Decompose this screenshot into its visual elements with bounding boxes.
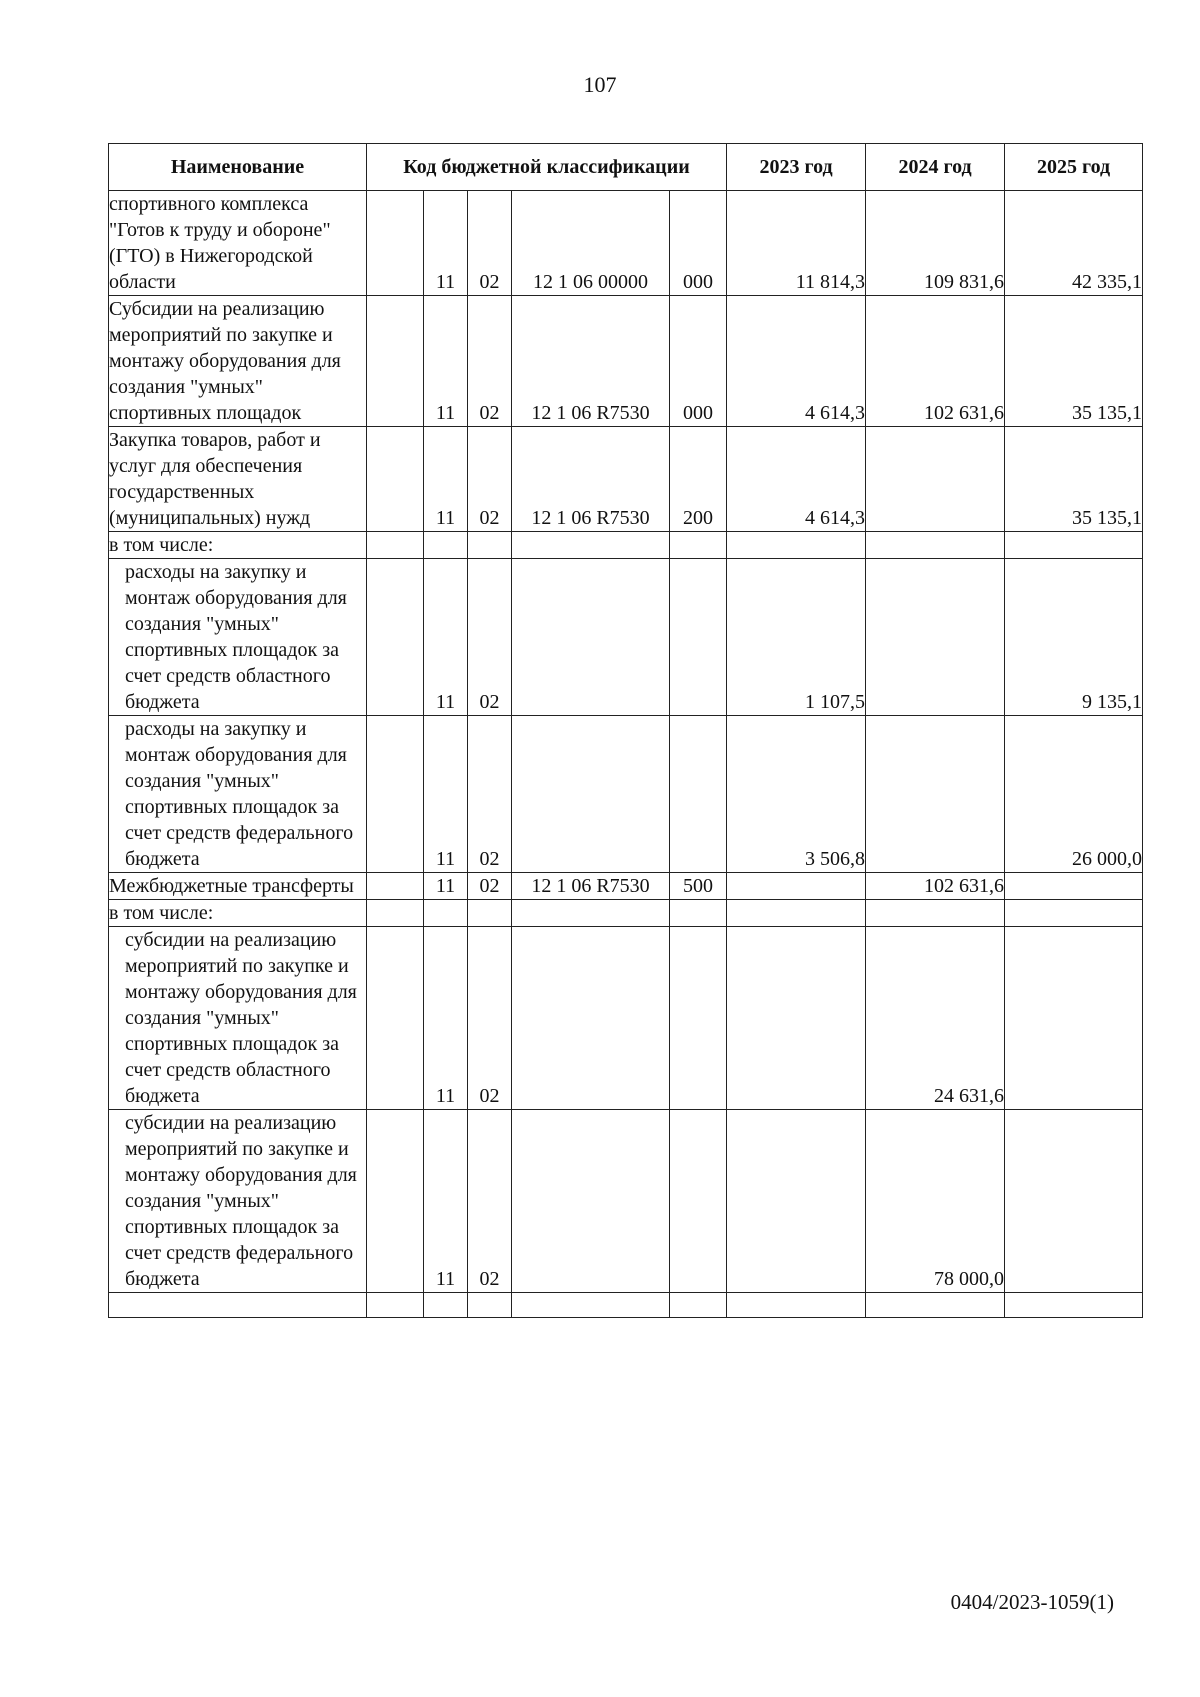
row-2024: 102 631,6: [866, 296, 1005, 427]
table-row: [109, 716, 1143, 873]
row-csr: 12 1 06 R7530: [512, 427, 670, 532]
row-2023: [727, 532, 866, 559]
table-row: [109, 873, 1143, 900]
row-name: [109, 559, 367, 716]
row-empty: [367, 532, 424, 559]
row-2025: 9 135,1: [1005, 559, 1143, 716]
row-name-text: расходы на закупку и монтаж оборудования для создания "умных" спортивных площадок за счет средств федерального бюджета: [125, 718, 354, 870]
row-name-text: расходы на закупку и монтаж оборудования для создания "умных" спортивных площадок за счет средств областного бюджета: [125, 561, 347, 713]
header-code: Код бюджетной классификации: [367, 144, 727, 191]
row-2024: 109 831,6: [866, 191, 1005, 296]
row-vr: [670, 716, 727, 873]
row-empty: [367, 296, 424, 427]
row-empty: [367, 427, 424, 532]
row-name: Субсидии на реализацию мероприятий по закупке и монтажу оборудования для создания "умных" спортивных площадок: [109, 296, 367, 427]
empty-cell: [1005, 1293, 1143, 1318]
row-2023: [727, 927, 866, 1110]
row-empty: [367, 1110, 424, 1293]
row-pr: 02: [468, 927, 512, 1110]
row-vr: 500: [670, 873, 727, 900]
row-2024: [866, 427, 1005, 532]
row-pr: 02: [468, 427, 512, 532]
table-row: [109, 900, 1143, 927]
row-2024: 24 631,6: [866, 927, 1005, 1110]
table-row: [109, 1110, 1143, 1293]
document-code: 0404/2023-1059(1): [950, 1590, 1114, 1614]
row-csr: 12 1 06 R7530: [512, 873, 670, 900]
row-2023: 11 814,3: [727, 191, 866, 296]
row-2025: 35 135,1: [1005, 427, 1143, 532]
row-csr: 12 1 06 00000: [512, 191, 670, 296]
header-2025: 2025 год: [1005, 144, 1143, 191]
row-2023: [727, 873, 866, 900]
row-pr: 02: [468, 716, 512, 873]
row-2025: 42 335,1: [1005, 191, 1143, 296]
table-row: [109, 927, 1143, 1110]
row-name: Закупка товаров, работ и услуг для обеспечения государственных (муниципальных) нужд: [109, 427, 367, 532]
budget-table: [108, 143, 1143, 1318]
row-2023: [727, 900, 866, 927]
table-row-empty: [109, 1293, 1143, 1318]
row-csr: [512, 900, 670, 927]
row-rz: 11: [424, 191, 468, 296]
row-empty: [367, 716, 424, 873]
page-number: 107: [583, 72, 617, 97]
row-2024: [866, 900, 1005, 927]
empty-cell: [109, 1293, 367, 1318]
row-2025: 35 135,1: [1005, 296, 1143, 427]
empty-cell: [424, 1293, 468, 1318]
row-pr: 02: [468, 873, 512, 900]
row-rz: 11: [424, 873, 468, 900]
row-empty: [367, 873, 424, 900]
table-row: [109, 296, 1143, 427]
row-vr: [670, 532, 727, 559]
row-pr: [468, 900, 512, 927]
row-2024: [866, 716, 1005, 873]
row-2023: 3 506,8: [727, 716, 866, 873]
row-2025: [1005, 532, 1143, 559]
row-2025: 26 000,0: [1005, 716, 1143, 873]
row-2025: [1005, 873, 1143, 900]
row-rz: 11: [424, 1110, 468, 1293]
header-name: Наименование: [109, 144, 367, 191]
table-row: [109, 191, 1143, 296]
header-2023: 2023 год: [727, 144, 866, 191]
row-pr: 02: [468, 296, 512, 427]
row-csr: [512, 716, 670, 873]
row-name: Межбюджетные трансферты: [109, 873, 367, 900]
row-vr: 200: [670, 427, 727, 532]
empty-cell: [512, 1293, 670, 1318]
row-empty: [367, 191, 424, 296]
row-2024: [866, 532, 1005, 559]
row-csr: [512, 1110, 670, 1293]
row-2023: [727, 1110, 866, 1293]
empty-cell: [367, 1293, 424, 1318]
row-rz: 11: [424, 927, 468, 1110]
row-pr: [468, 532, 512, 559]
row-csr: [512, 927, 670, 1110]
row-2025: [1005, 1110, 1143, 1293]
table-row: [109, 559, 1143, 716]
row-vr: [670, 927, 727, 1110]
row-2023: 1 107,5: [727, 559, 866, 716]
row-rz: [424, 900, 468, 927]
row-empty: [367, 559, 424, 716]
row-pr: 02: [468, 191, 512, 296]
table-header-row: [109, 144, 1143, 191]
empty-cell: [670, 1293, 727, 1318]
row-2024: 78 000,0: [866, 1110, 1005, 1293]
row-rz: 11: [424, 296, 468, 427]
row-empty: [367, 900, 424, 927]
row-rz: [424, 532, 468, 559]
row-vr: [670, 1110, 727, 1293]
row-vr: 000: [670, 191, 727, 296]
header-2024: 2024 год: [866, 144, 1005, 191]
row-2023: 4 614,3: [727, 296, 866, 427]
row-name-text: субсидии на реализацию мероприятий по закупке и монтажу оборудования для создания "умных" спортивных площадок за счет средств федерального бюджета: [125, 1112, 357, 1290]
row-rz: 11: [424, 559, 468, 716]
row-name: в том числе:: [109, 532, 367, 559]
row-vr: [670, 900, 727, 927]
empty-cell: [468, 1293, 512, 1318]
row-pr: 02: [468, 559, 512, 716]
table-body: [109, 191, 1143, 1318]
row-csr: 12 1 06 R7530: [512, 296, 670, 427]
row-name: [109, 927, 367, 1110]
row-empty: [367, 927, 424, 1110]
row-2025: [1005, 900, 1143, 927]
row-name: спортивного комплекса "Готов к труду и обороне" (ГТО) в Нижегородской области: [109, 191, 367, 296]
row-2023: 4 614,3: [727, 427, 866, 532]
row-name-text: субсидии на реализацию мероприятий по закупке и монтажу оборудования для создания "умных" спортивных площадок за счет средств областного бюджета: [125, 929, 357, 1107]
row-vr: [670, 559, 727, 716]
row-rz: 11: [424, 427, 468, 532]
row-rz: 11: [424, 716, 468, 873]
row-csr: [512, 559, 670, 716]
row-name: [109, 1110, 367, 1293]
table-row: [109, 532, 1143, 559]
row-pr: 02: [468, 1110, 512, 1293]
row-2024: 102 631,6: [866, 873, 1005, 900]
empty-cell: [727, 1293, 866, 1318]
row-csr: [512, 532, 670, 559]
row-name: в том числе:: [109, 900, 367, 927]
row-2025: [1005, 927, 1143, 1110]
row-2024: [866, 559, 1005, 716]
row-name: [109, 716, 367, 873]
empty-cell: [866, 1293, 1005, 1318]
table-row: [109, 427, 1143, 532]
row-vr: 000: [670, 296, 727, 427]
